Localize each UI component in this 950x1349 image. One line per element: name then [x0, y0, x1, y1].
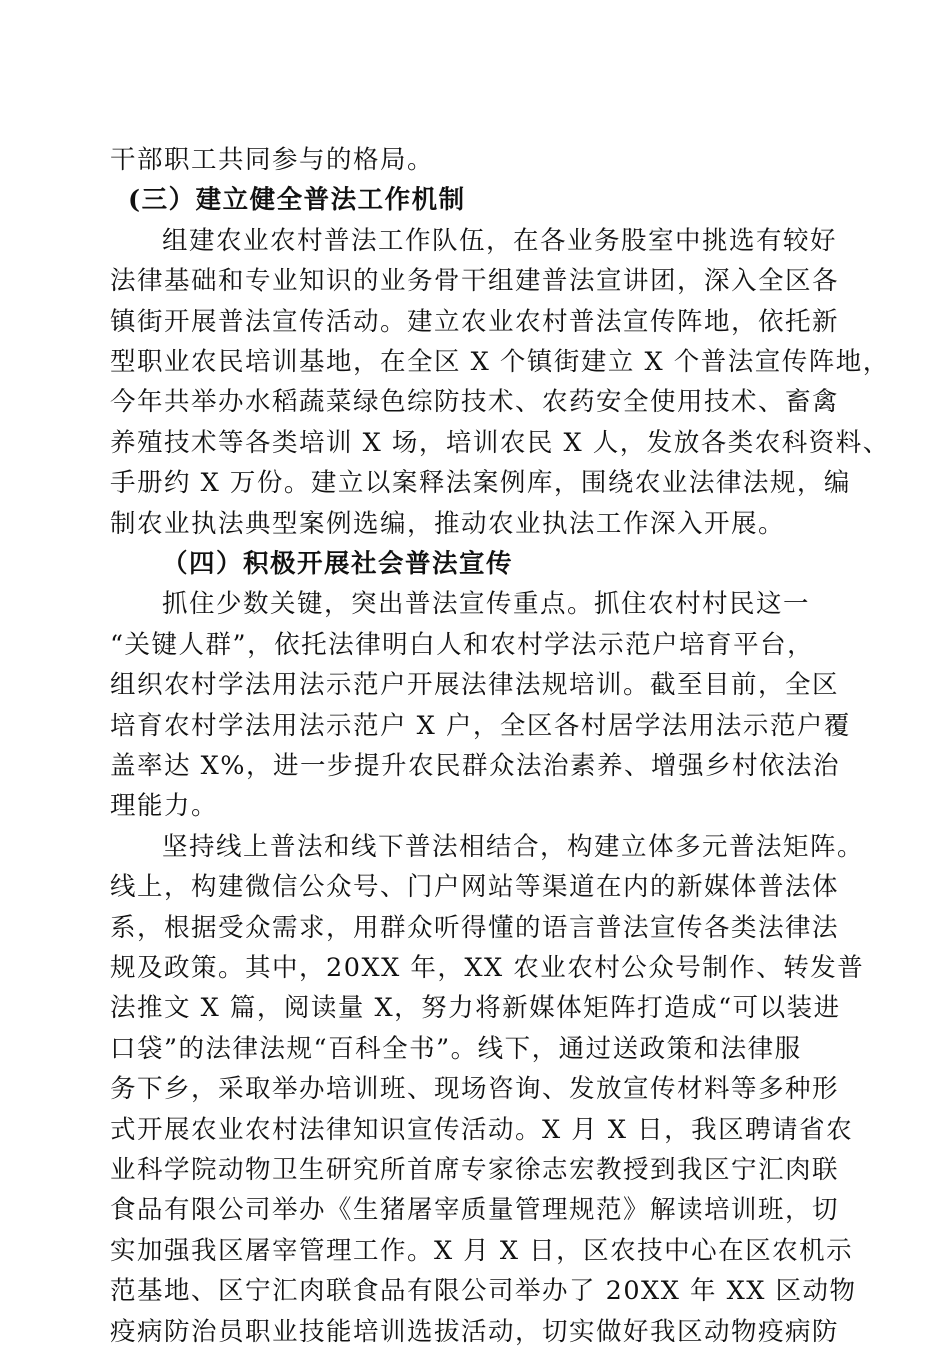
paragraph-line: 法律基础和专业知识的业务骨干组建普法宣讲团，深入全区各: [110, 266, 840, 297]
section-heading-3: (三）建立健全普法工作机制: [128, 185, 466, 216]
paragraph-line: 疫病防治员职业技能培训选拔活动，切实做好我区动物疫病防: [110, 1316, 840, 1347]
paragraph-line: 镇街开展普法宣传活动。建立农业农村普法宣传阵地，依托新: [110, 306, 840, 337]
paragraph-line: 理能力。: [110, 791, 219, 822]
paragraph-line: 培育农村学法用法示范户 X 户，全区各村居学法用法示范户覆: [110, 710, 851, 741]
paragraph-line: 务下乡，采取举办培训班、现场咨询、发放宣传材料等多种形: [110, 1074, 840, 1105]
paragraph-line: 业科学院动物卫生研究所首席专家徐志宏教授到我区宁汇肉联: [110, 1155, 840, 1185]
paragraph-line: 线上，构建微信公众号、门户网站等渠道在内的新媒体普法体: [110, 872, 840, 903]
paragraph-line: 规及政策。其中，20XX 年，XX 农业农村公众号制作、转发普: [110, 953, 865, 983]
paragraph-line: 干部职工共同参与的格局。: [110, 145, 435, 175]
paragraph-line: 食品有限公司举办《生猪屠宰质量管理规范》解读培训班，切: [110, 1195, 840, 1226]
section-heading-4: （四）积极开展社会普法宣传: [162, 549, 514, 579]
paragraph-line: 养殖技术等各类培训 X 场，培训农民 X 人，发放各类农科资料、: [110, 427, 890, 458]
paragraph-line: 范基地、区宁汇肉联食品有限公司举办了 20XX 年 XX 区动物: [110, 1276, 857, 1307]
paragraph-line: 实加强我区屠宰管理工作。X 月 X 日，区农技中心在区农机示: [110, 1235, 854, 1266]
paragraph-line: 型职业农民培训基地，在全区 X 个镇街建立 X 个普法宣传阵地，: [110, 347, 890, 377]
paragraph-line: 系，根据受众需求，用群众听得懂的语言普法宣传各类法律法: [110, 912, 840, 943]
paragraph-line: 盖率达 X%，进一步提升农民群众法治素养、增强乡村依法治: [110, 751, 840, 781]
paragraph-line: “关键人群”，依托法律明白人和农村学法示范户培育平台，: [110, 629, 815, 660]
paragraph-line: 组建农业农村普法工作队伍，在各业务股室中挑选有较好: [162, 225, 838, 256]
paragraph-line: 抓住少数关键，突出普法宣传重点。抓住农村村民这一: [162, 589, 811, 620]
paragraph-line: 制农业执法典型案例选编，推动农业执法工作深入开展。: [110, 508, 786, 539]
paragraph-line: 口袋”的法律法规“百科全书”。线下，通过送政策和法律服: [110, 1033, 802, 1064]
paragraph-line: 式开展农业农村法律知识宣传活动。X 月 X 日，我区聘请省农: [110, 1114, 854, 1145]
paragraph-line: 法推文 X 篇，阅读量 X，努力将新媒体矩阵打造成“可以装进: [110, 993, 841, 1024]
paragraph-line: 今年共举办水稻蔬菜绿色综防技术、农药安全使用技术、畜禽: [110, 387, 840, 418]
paragraph-line: 手册约 X 万份。建立以案释法案例库，围绕农业法律法规，编: [110, 468, 851, 499]
paragraph-line: 组织农村学法用法示范户开展法律法规培训。截至目前，全区: [110, 670, 840, 701]
paragraph-line: 坚持线上普法和线下普法相结合，构建立体多元普法矩阵。: [162, 831, 865, 862]
